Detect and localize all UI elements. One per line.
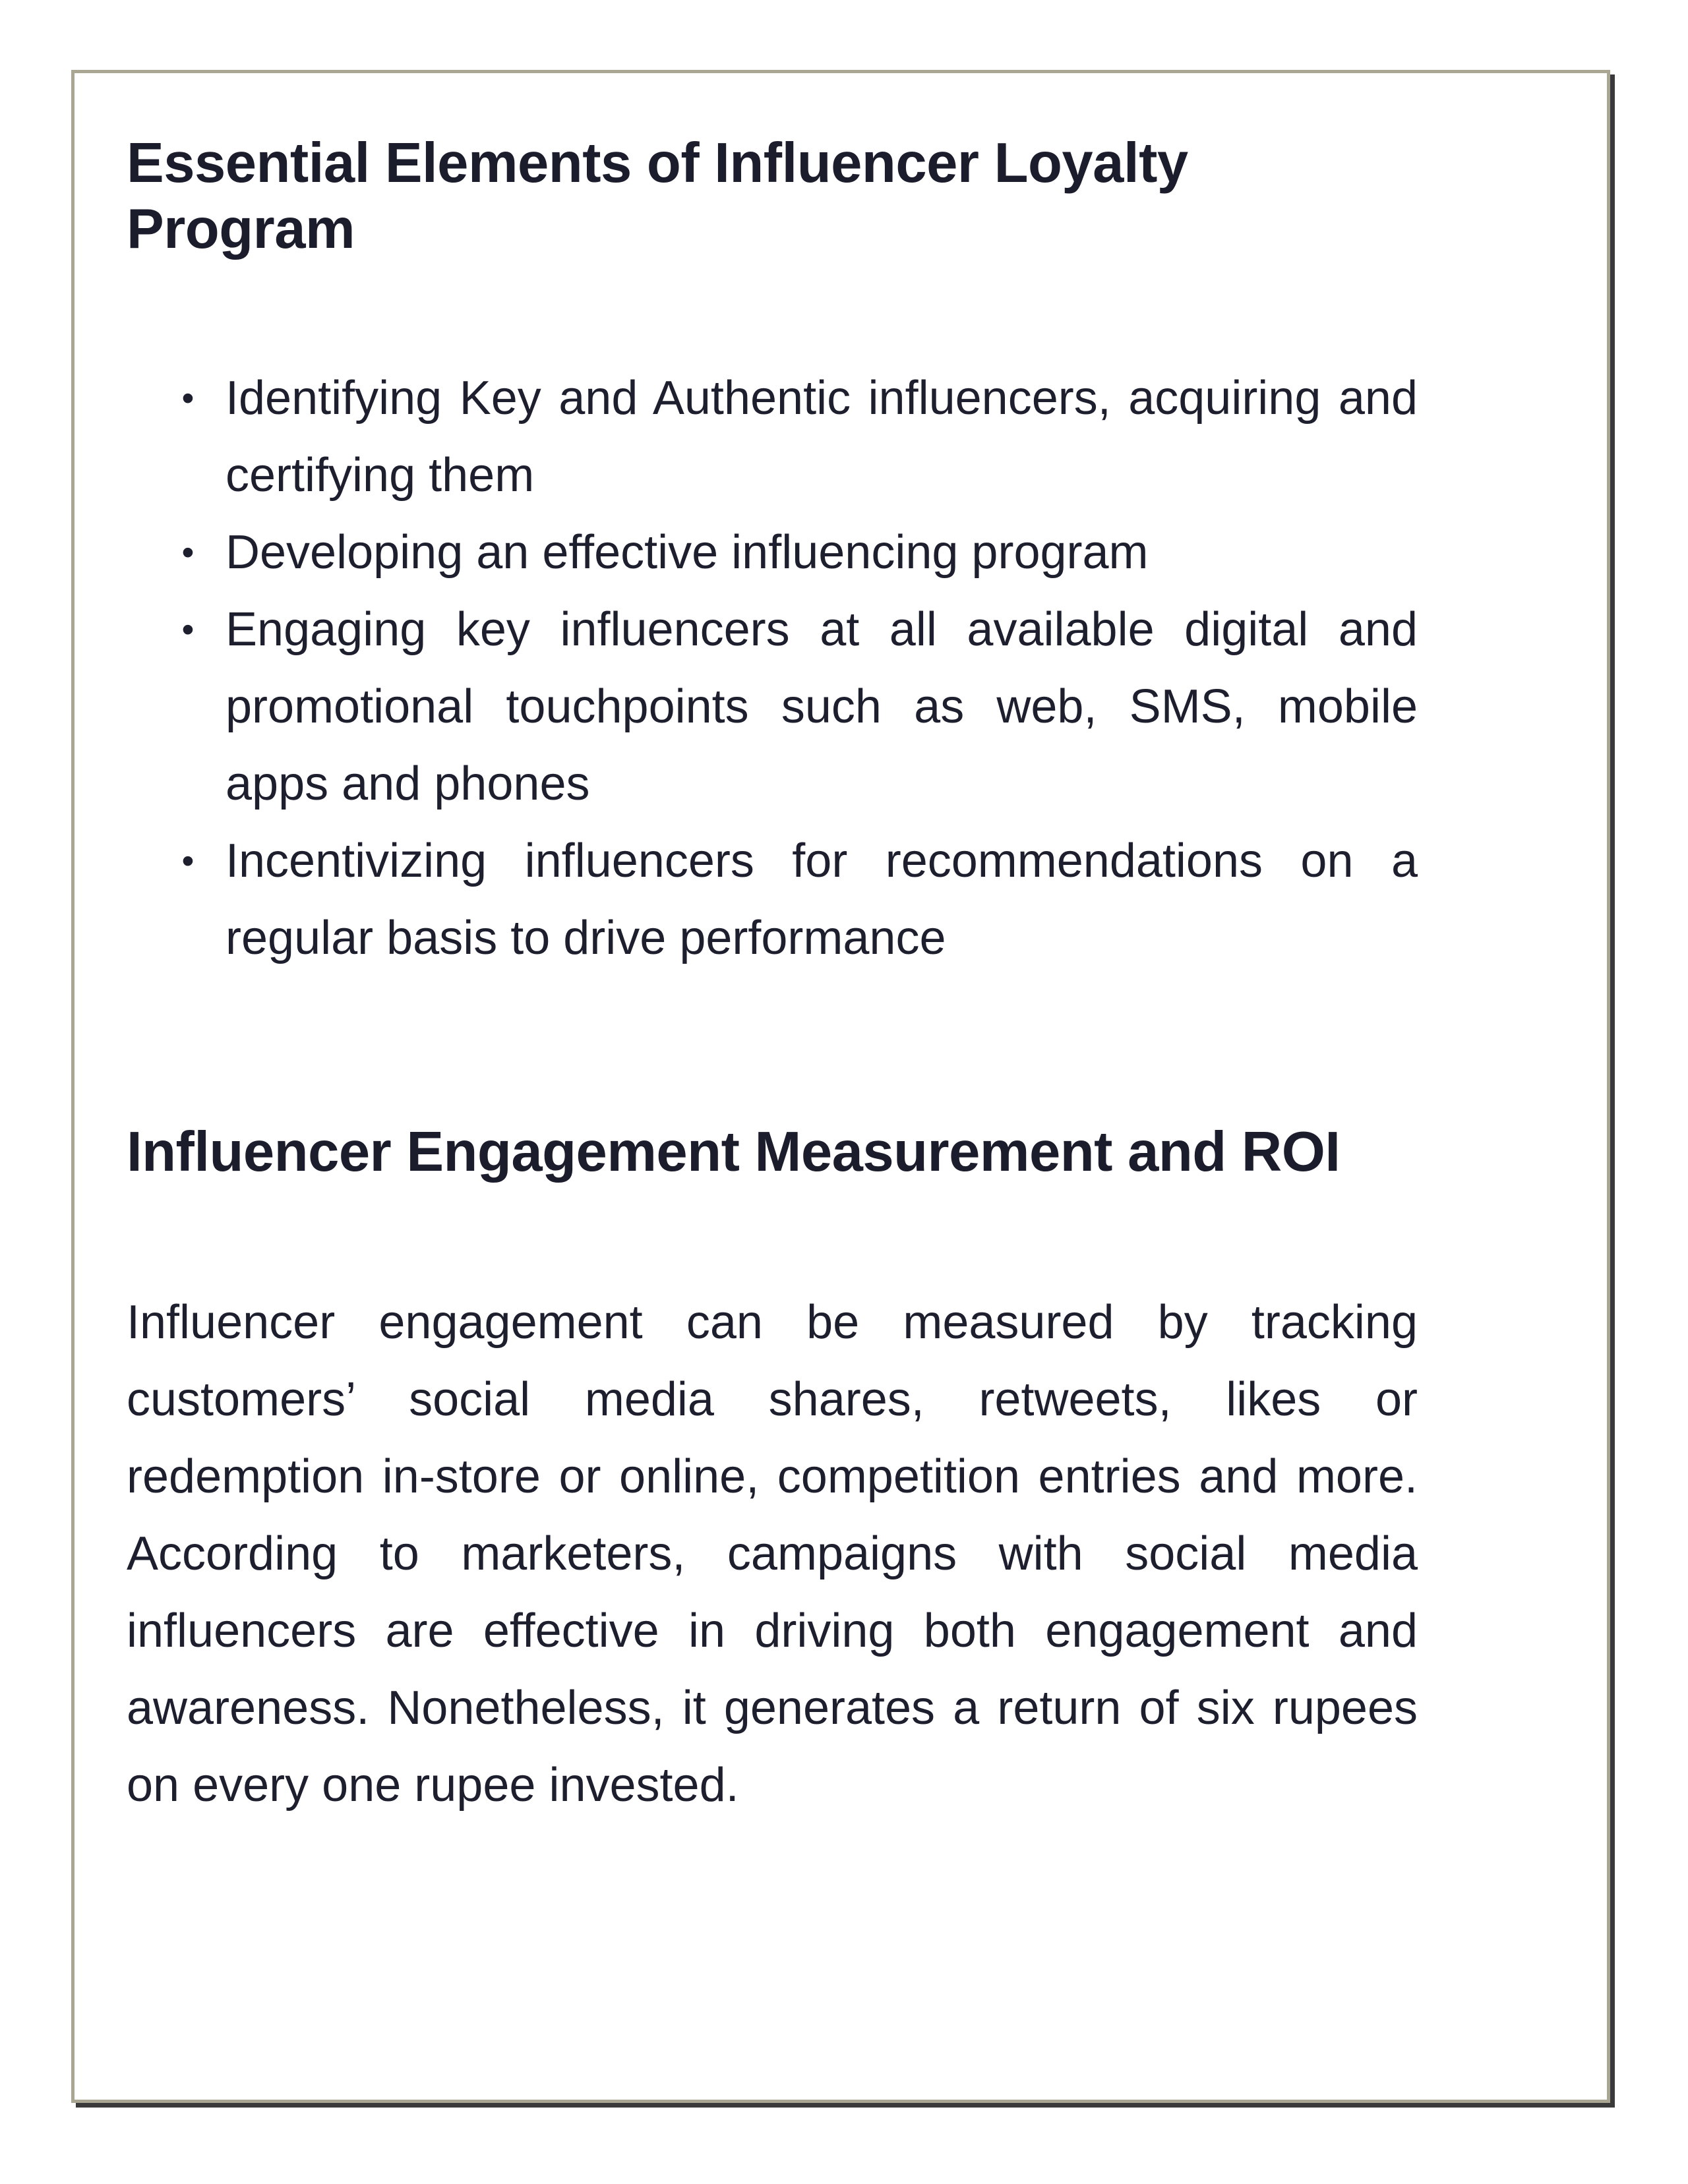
bullet-icon: • [181,841,195,881]
bullet-icon: • [181,533,195,572]
bullet-icon: • [181,378,195,418]
list-item [127,360,1418,514]
document-content [127,131,1418,1824]
list-item [127,823,1418,977]
bullet-text: Developing an effective influencing program [226,526,1149,579]
bullet-text: Incentivizing influencers for recommendations on a regular basis to drive performance [226,835,1418,964]
bullet-text: Identifying Key and Authentic influencers, acquiring and certifying them [226,372,1418,502]
bullet-icon: • [181,610,195,649]
list-item [127,591,1418,823]
section-title-essential-elements: Essential Elements of Influencer Loyalty Program [127,132,1188,260]
body-paragraph: Influencer engagement can be measured by tracking customers’ social media shares, retweets, likes or redemption in-store or online, competition entries and more. According to marketers, campaigns with social media influencers are effective in driving both engagement and awareness. Nonetheless, it generates a return of six rupees on every one rupee invested. [127,1296,1418,1812]
list-item [127,514,1418,591]
bullet-text: Engaging key influencers at all available digital and promotional touchpoints such as web, SMS, mobile apps and phones [226,603,1418,810]
section-title-engagement-roi: Influencer Engagement Measurement and ROI [127,1121,1341,1183]
bullet-list [127,360,1418,977]
